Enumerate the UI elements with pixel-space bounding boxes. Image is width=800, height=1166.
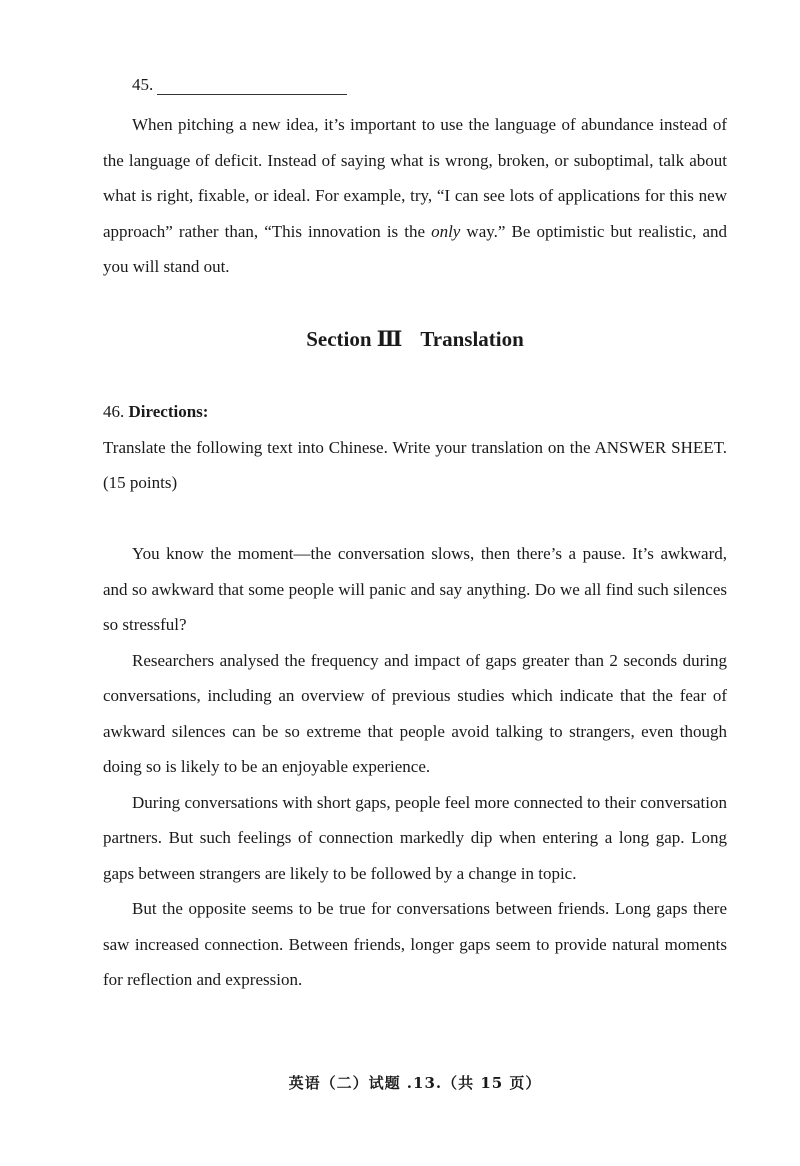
translation-paragraph-3: During conversations with short gaps, people feel more connected to their conversation partners. But such feelings of connection markedly dip when entering a long gap. Long gaps between strangers are likely to be followed by a change in topic. <box>103 792 727 883</box>
directions-heading: Directions: <box>128 402 209 421</box>
question-45-header <box>132 74 347 95</box>
passage-45-text-a: When pitching a new idea, it’s important to use the language of abundance instead of the language of deficit. Instead of saying what is wrong, broken, or suboptimal, talk about what is right, fixable, or ideal. For example, try, “I can see lots of applications for this new approach” rather than, “This innovation is the <box>103 115 727 241</box>
translation-paragraph-1: You know the moment—the conversation slows, then there’s a pause. It’s awkward, and so awkward that some people will panic and say anything. Do we all find such silences so stressful? <box>103 544 727 634</box>
section-title: Translation <box>420 327 524 351</box>
translation-passage <box>103 536 727 998</box>
section-heading <box>0 326 800 352</box>
directions-heading-line <box>103 394 727 430</box>
passage-45-paragraph <box>103 107 727 285</box>
directions-block <box>103 394 727 501</box>
translation-paragraph-2: Researchers analysed the frequency and impact of gaps greater than 2 seconds during conversations, including an overview of previous studies which indicate that the fear of awkward silences can be so extreme that people avoid talking to strangers, even though doing so is likely to be an enjoyable experience. <box>103 650 727 776</box>
answer-blank-45[interactable] <box>157 74 347 95</box>
passage-45-text-b: way.” Be optimistic but realistic, and you will stand out. <box>103 221 727 276</box>
passage-45-emphasis: only <box>431 221 461 241</box>
translation-paragraph-4: But the opposite seems to be true for conversations between friends. Long gaps there saw increased connection. Between friends, longer gaps seem to provide natural moments for reflection and expression. <box>103 899 727 989</box>
directions-text: Translate the following text into Chinese. Write your translation on the ANSWER SHEET. (15 points) <box>103 437 727 492</box>
section-label: Section Ⅲ <box>306 327 403 351</box>
page-footer: 英语（二）试题 .13.（共 15 页） <box>288 1074 542 1092</box>
passage-45 <box>103 107 727 285</box>
question-46-number: 46. <box>103 402 125 421</box>
question-45-number: 45. <box>132 75 154 94</box>
